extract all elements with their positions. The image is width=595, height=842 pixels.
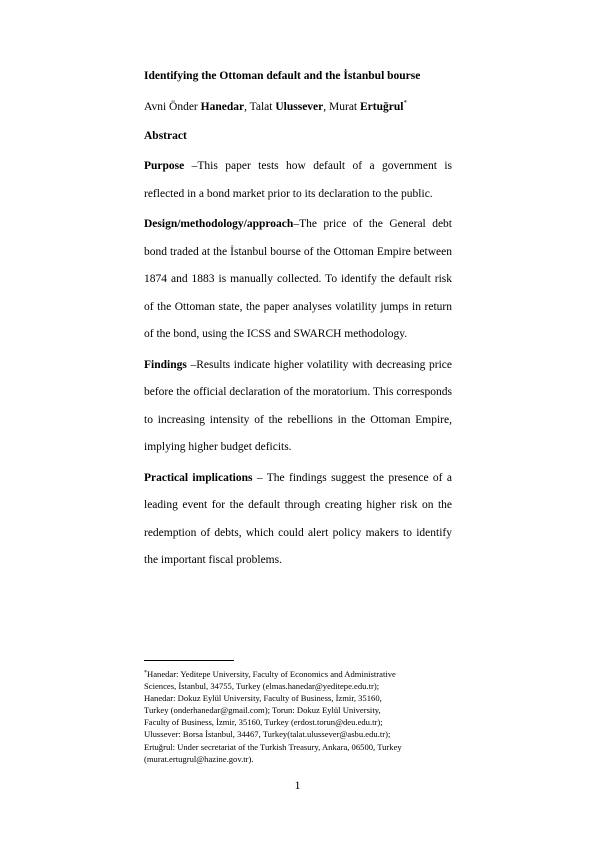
author-separator: , Talat bbox=[244, 101, 276, 113]
abstract-paragraph-design bbox=[144, 211, 452, 349]
author-1-family-name: Hanedar bbox=[200, 101, 245, 113]
section-text: –Results indicate higher volatility with decreasing price before the official declaration of the moratorium. This corresponds to increasing intensity of the rebellions in the Ottoman Empire, implying higher budget deficits. bbox=[144, 358, 452, 453]
footnote-line: Turkey (onderhanedar@gmail.com); Torun: Dokuz Eylül University, bbox=[144, 705, 381, 716]
author-2-family-name: Ulussever bbox=[275, 101, 324, 113]
section-label: Practical implications bbox=[144, 471, 253, 484]
section-text: –This paper tests how default of a government is reflected in a bond market prior to its declaration to the public. bbox=[144, 160, 452, 200]
paper-title: Identifying the Ottoman default and the İstanbul bourse bbox=[144, 70, 421, 82]
author-3-family-name: Ertuğrul bbox=[360, 101, 404, 113]
section-text: – The findings suggest the presence of a leading event for the default through creating higher risk on the redemption of debts, which could alert policy makers to identify the important fiscal problems. bbox=[144, 471, 452, 566]
footnote-line: Faculty of Business, İzmir, 35160, Turkey (erdost.torun@deu.edu.tr); bbox=[144, 717, 383, 728]
footnote-text: Hanedar: Yeditepe University, Faculty of Economics and Administrative bbox=[147, 669, 396, 679]
footnote-line: (murat.ertugrul@hazine.gov.tr). bbox=[144, 753, 254, 764]
footnote bbox=[144, 667, 454, 765]
abstract-paragraph-findings bbox=[144, 352, 452, 462]
author-1-given-name: Avni Önder bbox=[144, 101, 201, 113]
section-label: Findings bbox=[144, 358, 187, 371]
abstract-paragraph-implications bbox=[144, 465, 452, 575]
section-label: Design/methodology/approach bbox=[144, 218, 294, 230]
footnote-line: Sciences, İstanbul, 34755, Turkey (elmas.hanedar@yeditepe.edu.tr); bbox=[144, 681, 380, 692]
footnote-line: Ulussever: Borsa İstanbul, 34467, Turkey(talat.ulussever@asbu.edu.tr); bbox=[144, 729, 391, 740]
author-line bbox=[144, 99, 474, 113]
footnote-marker: * bbox=[403, 99, 407, 107]
section-text: –The price of the General debt bond traded at the İstanbul bourse of the Ottoman Empire between 1874 and 1883 is manually collected. To identify the default risk of the Ottoman state, the paper analyses volatility jumps in return of the bond, using the ICSS and SWARCH methodology. bbox=[144, 218, 452, 340]
footnote-divider bbox=[144, 660, 234, 661]
abstract-heading: Abstract bbox=[144, 130, 187, 142]
abstract-paragraph-purpose bbox=[144, 153, 452, 208]
section-label: Purpose bbox=[144, 160, 185, 172]
footnote-line: Ertuğrul: Under secretariat of the Turkish Treasury, Ankara, 06500, Turkey bbox=[144, 741, 402, 752]
footnote-line bbox=[144, 667, 454, 680]
footnote-line: Hanedar: Dokuz Eylül University, Faculty of Business, İzmir, 35160, bbox=[144, 693, 382, 704]
abstract-body bbox=[144, 153, 452, 578]
page-number: 1 bbox=[294, 778, 301, 792]
author-separator: , Murat bbox=[323, 101, 360, 113]
footnote-mark: * bbox=[144, 670, 147, 676]
